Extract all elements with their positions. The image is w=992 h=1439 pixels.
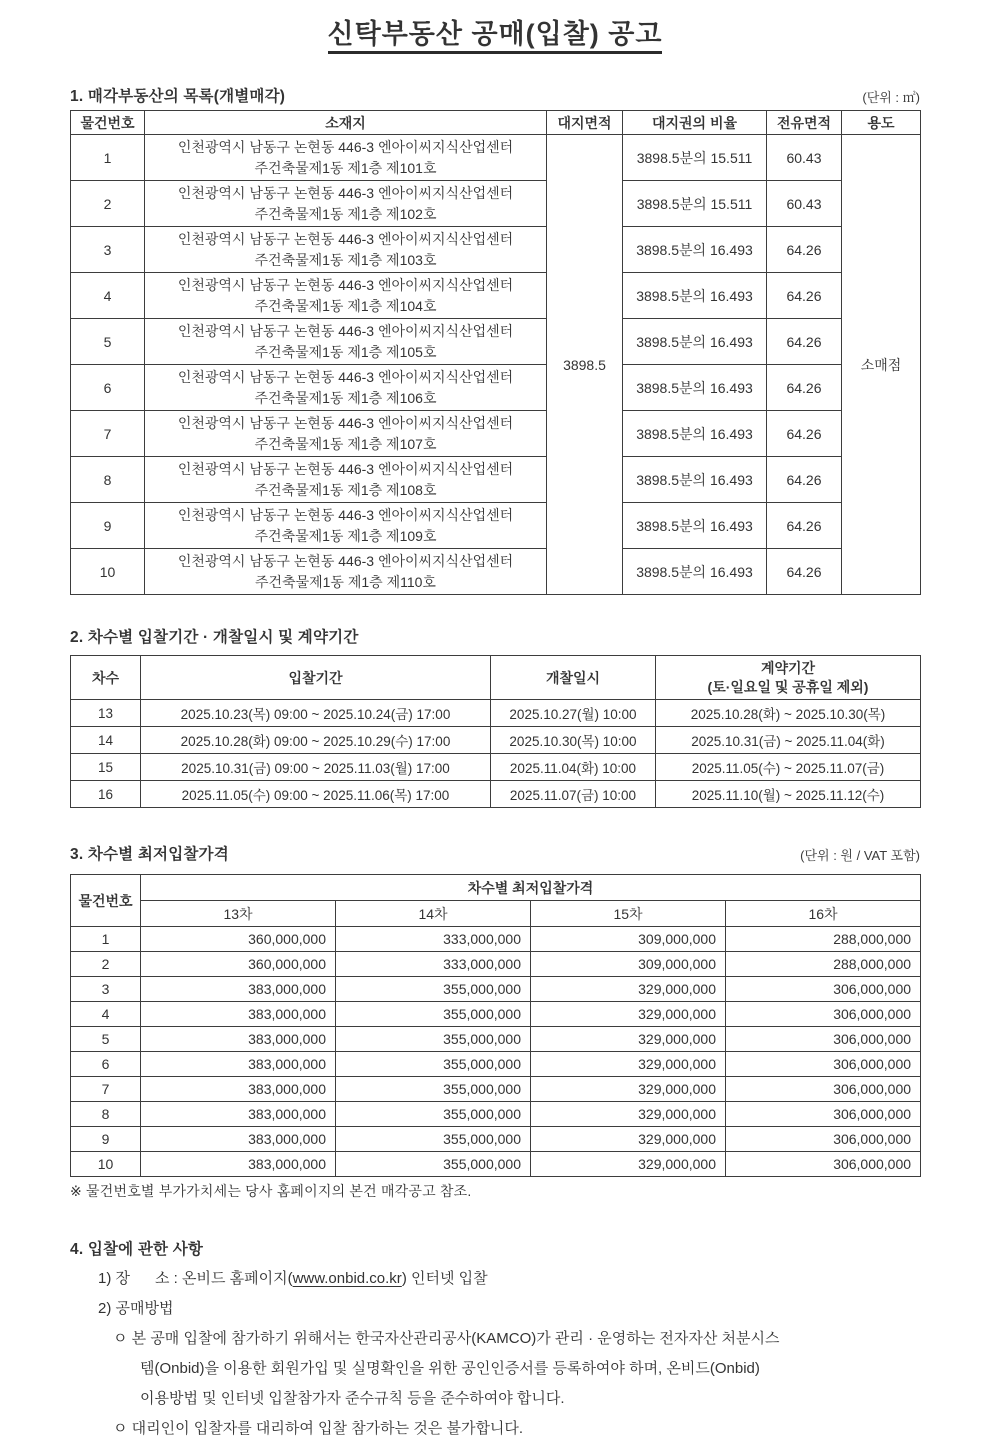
price-cell: 355,000,000 (336, 977, 531, 1002)
unit-no-cell: 10 (71, 1152, 141, 1177)
table-row (71, 1052, 921, 1077)
round-cell: 14 (71, 727, 141, 754)
unit-no-cell: 2 (71, 952, 141, 977)
unit-no-cell: 8 (71, 457, 145, 503)
section2-title: 2. 차수별 입찰기간 · 개찰일시 및 계약기간 (70, 629, 359, 646)
address-cell: 인천광역시 남동구 논현동 446-3 엔아이씨지식산업센터 주건축물제1동 제1층 제104호 (145, 273, 547, 319)
col-header-round-14: 14차 (336, 901, 531, 927)
bid-method-bullet1-line3: 이용방법 및 인터넷 입찰참가자 준수규칙 등을 준수하여야 합니다. (140, 1390, 565, 1407)
bid-method-bullet2: ㅇ 대리인이 입찰자를 대리하여 입찰 참가하는 것은 불가합니다. (113, 1420, 524, 1437)
table-row (71, 1077, 921, 1102)
vat-footnote: ※ 물건번호별 부가가치세는 당사 홈페이지의 본건 매각공고 참조. (70, 1183, 472, 1199)
col-header-unit-no: 물건번호 (71, 111, 145, 135)
land-share-cell: 3898.5분의 16.493 (623, 319, 767, 365)
price-cell: 383,000,000 (141, 1127, 336, 1152)
address-cell: 인천광역시 남동구 논현동 446-3 엔아이씨지식산업센터 주건축물제1동 제1층 제110호 (145, 549, 547, 595)
opening-cell: 2025.11.07(금) 10:00 (491, 781, 656, 808)
unit-no-cell: 7 (71, 411, 145, 457)
contract-period-cell: 2025.10.31(금) ~ 2025.11.04(화) (656, 727, 921, 754)
section3-unit-note: (단위 : 원 / VAT 포함) (800, 848, 920, 863)
land-share-cell: 3898.5분의 15.511 (623, 181, 767, 227)
table-row (71, 181, 921, 227)
section3-title: 3. 차수별 최저입찰가격 (70, 846, 229, 863)
address-cell: 인천광역시 남동구 논현동 446-3 엔아이씨지식산업센터 주건축물제1동 제1층 제108호 (145, 457, 547, 503)
price-cell: 355,000,000 (336, 1027, 531, 1052)
price-cell: 329,000,000 (531, 1127, 726, 1152)
opening-cell: 2025.10.27(월) 10:00 (491, 700, 656, 727)
bid-period-cell: 2025.10.28(화) 09:00 ~ 2025.10.29(수) 17:00 (141, 727, 491, 754)
address-cell: 인천광역시 남동구 논현동 446-3 엔아이씨지식산업센터 주건축물제1동 제1층 제102호 (145, 181, 547, 227)
address-cell: 인천광역시 남동구 논현동 446-3 엔아이씨지식산업센터 주건축물제1동 제1층 제105호 (145, 319, 547, 365)
price-cell: 355,000,000 (336, 1002, 531, 1027)
unit-no-cell: 8 (71, 1102, 141, 1127)
price-cell: 355,000,000 (336, 1152, 531, 1177)
price-cell: 333,000,000 (336, 927, 531, 952)
price-cell: 383,000,000 (141, 1027, 336, 1052)
table-row (71, 549, 921, 595)
table-row (71, 754, 921, 781)
bid-period-cell: 2025.10.31(금) 09:00 ~ 2025.11.03(월) 17:00 (141, 754, 491, 781)
price-cell: 309,000,000 (531, 927, 726, 952)
land-share-cell: 3898.5분의 16.493 (623, 365, 767, 411)
land-share-cell: 3898.5분의 16.493 (623, 411, 767, 457)
land-share-cell: 3898.5분의 16.493 (623, 273, 767, 319)
price-cell: 306,000,000 (726, 1152, 921, 1177)
table-row (71, 1102, 921, 1127)
price-cell: 306,000,000 (726, 1077, 921, 1102)
unit-no-cell: 4 (71, 273, 145, 319)
exclusive-area-cell: 64.26 (767, 319, 842, 365)
unit-no-cell: 3 (71, 227, 145, 273)
col-header-address: 소재지 (145, 111, 547, 135)
unit-no-cell: 10 (71, 549, 145, 595)
table-row (71, 411, 921, 457)
table-header-row (71, 111, 921, 135)
land-share-cell: 3898.5분의 15.511 (623, 135, 767, 181)
price-cell: 306,000,000 (726, 1127, 921, 1152)
col-header-price-group: 차수별 최저입찰가격 (141, 875, 921, 901)
exclusive-area-cell: 60.43 (767, 181, 842, 227)
col-header-round-16: 16차 (726, 901, 921, 927)
unit-no-cell: 9 (71, 503, 145, 549)
section1-title: 1. 매각부동산의 목록(개별매각) (70, 88, 286, 105)
exclusive-area-cell: 64.26 (767, 503, 842, 549)
contract-period-cell: 2025.10.28(화) ~ 2025.10.30(목) (656, 700, 921, 727)
unit-no-cell: 1 (71, 927, 141, 952)
table-row (71, 952, 921, 977)
price-cell: 288,000,000 (726, 952, 921, 977)
land-area-cell: 3898.5 (547, 135, 623, 595)
address-cell: 인천광역시 남동구 논현동 446-3 엔아이씨지식산업센터 주건축물제1동 제1층 제107호 (145, 411, 547, 457)
price-cell: 383,000,000 (141, 1152, 336, 1177)
address-cell: 인천광역시 남동구 논현동 446-3 엔아이씨지식산업센터 주건축물제1동 제1층 제103호 (145, 227, 547, 273)
exclusive-area-cell: 64.26 (767, 365, 842, 411)
table-row (71, 319, 921, 365)
price-cell: 360,000,000 (141, 927, 336, 952)
table-row (71, 227, 921, 273)
exclusive-area-cell: 64.26 (767, 273, 842, 319)
section2-header (70, 625, 920, 647)
table-row (71, 927, 921, 952)
table-row (71, 1152, 921, 1177)
price-cell: 329,000,000 (531, 1077, 726, 1102)
section4-header (70, 1237, 920, 1259)
unit-no-cell: 5 (71, 1027, 141, 1052)
price-cell: 383,000,000 (141, 1002, 336, 1027)
land-share-cell: 3898.5분의 16.493 (623, 503, 767, 549)
exclusive-area-cell: 64.26 (767, 457, 842, 503)
unit-no-cell: 3 (71, 977, 141, 1002)
col-header-opening: 개찰일시 (491, 656, 656, 700)
price-cell: 383,000,000 (141, 1052, 336, 1077)
table-row (71, 727, 921, 754)
price-cell: 329,000,000 (531, 1152, 726, 1177)
land-share-cell: 3898.5분의 16.493 (623, 549, 767, 595)
table-row (71, 273, 921, 319)
table-row (71, 1127, 921, 1152)
exclusive-area-cell: 64.26 (767, 411, 842, 457)
section1-header (70, 84, 920, 106)
use-cell: 소매점 (842, 135, 921, 595)
onbid-link[interactable]: www.onbid.co.kr (292, 1270, 402, 1287)
price-cell: 329,000,000 (531, 1052, 726, 1077)
bid-place-line: 1) 장 소 : 온비드 홈페이지(www.onbid.co.kr) 인터넷 입찰 (98, 1270, 488, 1287)
table-subheader-row (71, 901, 921, 927)
table-row (71, 1027, 921, 1052)
unit-no-cell: 7 (71, 1077, 141, 1102)
unit-no-cell: 4 (71, 1002, 141, 1027)
bid-method-line: 2) 공매방법 (98, 1300, 174, 1317)
col-header-round-15: 15차 (531, 901, 726, 927)
opening-cell: 2025.10.30(목) 10:00 (491, 727, 656, 754)
price-cell: 383,000,000 (141, 1077, 336, 1102)
price-cell: 306,000,000 (726, 977, 921, 1002)
exclusive-area-cell: 64.26 (767, 227, 842, 273)
section4-title: 4. 입찰에 관한 사항 (70, 1241, 204, 1258)
bid-period-cell: 2025.10.23(목) 09:00 ~ 2025.10.24(금) 17:00 (141, 700, 491, 727)
col-header-unit-no: 물건번호 (71, 875, 141, 927)
price-cell: 383,000,000 (141, 977, 336, 1002)
table-row (71, 700, 921, 727)
address-cell: 인천광역시 남동구 논현동 446-3 엔아이씨지식산업센터 주건축물제1동 제1층 제101호 (145, 135, 547, 181)
price-cell: 360,000,000 (141, 952, 336, 977)
price-cell: 306,000,000 (726, 1002, 921, 1027)
price-cell: 329,000,000 (531, 977, 726, 1002)
bid-method-bullet1-line2: 템(Onbid)을 이용한 회원가입 및 실명확인을 위한 공인인증서를 등록하여야 하며, 온비드(Onbid) (140, 1360, 760, 1377)
table-row (71, 365, 921, 411)
exclusive-area-cell: 64.26 (767, 549, 842, 595)
property-list-table (70, 110, 921, 595)
price-cell: 329,000,000 (531, 1027, 726, 1052)
exclusive-area-cell: 60.43 (767, 135, 842, 181)
table-row (71, 457, 921, 503)
table-row (71, 977, 921, 1002)
table-row (71, 781, 921, 808)
col-header-bid-period: 입찰기간 (141, 656, 491, 700)
price-cell: 309,000,000 (531, 952, 726, 977)
col-header-contract-period: 계약기간 (토·일요일 및 공휴일 제외) (656, 656, 921, 700)
round-cell: 16 (71, 781, 141, 808)
address-cell: 인천광역시 남동구 논현동 446-3 엔아이씨지식산업센터 주건축물제1동 제1층 제106호 (145, 365, 547, 411)
unit-no-cell: 2 (71, 181, 145, 227)
bid-method-bullet1-line1: ㅇ 본 공매 입찰에 참가하기 위해서는 한국자산관리공사(KAMCO)가 관리 · 운영하는 전자자산 처분시스 (113, 1330, 780, 1347)
round-cell: 15 (71, 754, 141, 781)
land-share-cell: 3898.5분의 16.493 (623, 227, 767, 273)
table-row (71, 1002, 921, 1027)
page-title: 신탁부동산 공매(입찰) 공고 (70, 12, 920, 51)
table-row (71, 135, 921, 181)
price-cell: 383,000,000 (141, 1102, 336, 1127)
minimum-price-table (70, 874, 921, 1177)
land-share-cell: 3898.5분의 16.493 (623, 457, 767, 503)
table-row (71, 503, 921, 549)
contract-period-cell: 2025.11.05(수) ~ 2025.11.07(금) (656, 754, 921, 781)
section1-unit-note: (단위 : ㎡) (862, 90, 920, 105)
bid-schedule-table (70, 655, 921, 808)
price-cell: 355,000,000 (336, 1052, 531, 1077)
price-cell: 306,000,000 (726, 1027, 921, 1052)
col-header-use: 용도 (842, 111, 921, 135)
price-cell: 355,000,000 (336, 1102, 531, 1127)
price-cell: 329,000,000 (531, 1002, 726, 1027)
unit-no-cell: 5 (71, 319, 145, 365)
contract-period-cell: 2025.11.10(월) ~ 2025.11.12(수) (656, 781, 921, 808)
col-header-round-13: 13차 (141, 901, 336, 927)
price-cell: 333,000,000 (336, 952, 531, 977)
price-cell: 355,000,000 (336, 1077, 531, 1102)
col-header-exclusive-area: 전유면적 (767, 111, 842, 135)
price-cell: 306,000,000 (726, 1052, 921, 1077)
price-cell: 306,000,000 (726, 1102, 921, 1127)
price-cell: 329,000,000 (531, 1102, 726, 1127)
col-header-land-area: 대지면적 (547, 111, 623, 135)
table-header-row (71, 656, 921, 700)
section3-header (70, 842, 920, 864)
col-header-round: 차수 (71, 656, 141, 700)
unit-no-cell: 1 (71, 135, 145, 181)
unit-no-cell: 9 (71, 1127, 141, 1152)
col-header-land-share: 대지권의 비율 (623, 111, 767, 135)
address-cell: 인천광역시 남동구 논현동 446-3 엔아이씨지식산업센터 주건축물제1동 제1층 제109호 (145, 503, 547, 549)
round-cell: 13 (71, 700, 141, 727)
table-header-row (71, 875, 921, 901)
price-cell: 288,000,000 (726, 927, 921, 952)
price-cell: 355,000,000 (336, 1127, 531, 1152)
unit-no-cell: 6 (71, 365, 145, 411)
unit-no-cell: 6 (71, 1052, 141, 1077)
opening-cell: 2025.11.04(화) 10:00 (491, 754, 656, 781)
bid-period-cell: 2025.11.05(수) 09:00 ~ 2025.11.06(목) 17:00 (141, 781, 491, 808)
